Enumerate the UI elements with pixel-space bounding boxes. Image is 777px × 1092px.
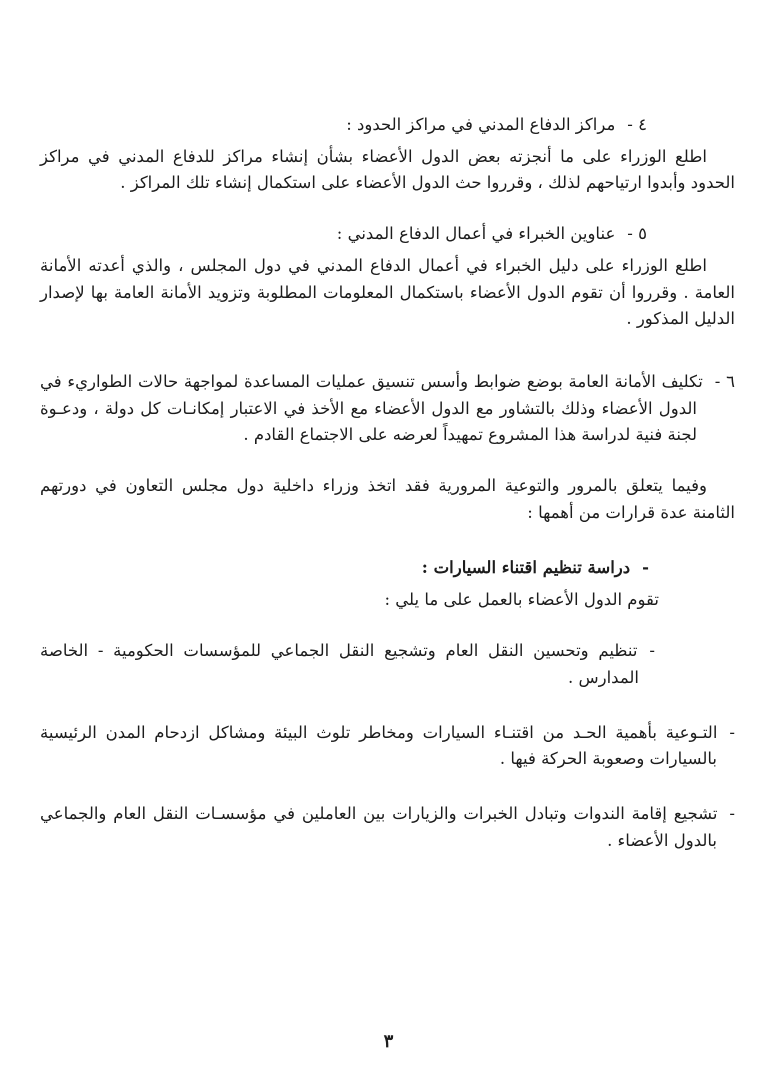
- bullet-dash: -: [649, 641, 655, 661]
- item-5-body: اطلع الوزراء على دليل الخبراء في أعمال الدفاع المدني في دول المجلس ، والذي أعدته الأمانة العامة . وقرروا أن تقوم الدول الأعضاء باستكمال المعلومات المطلوبة وتزويد الأمانة العامة بها لإصدار الدليل المذكور .: [40, 255, 735, 329]
- item-5-heading: [40, 221, 647, 248]
- item-4-body: اطلع الوزراء على ما أنجزته بعض الدول الأعضاء بشأن إنشاء مراكز للدفاع المدني في مراكز الحدود وأبدوا ارتياحهم لذلك ، وقرروا حث الدول الأعضاء على استكمال إنشاء تلك المراكز .: [40, 146, 735, 193]
- study-heading-title: دراسة تنظيم اقتناء السيارات :: [421, 557, 631, 577]
- bullet-item-seminars: [40, 801, 735, 854]
- bullet-text: تشجيع إقامة الندوات وتبادل الخبرات والزيارات بين العاملين في مؤسسـات النقل العام والجماعي بالدول الأعضاء .: [40, 803, 718, 850]
- item-4-title: مراكز الدفاع المدني في مراكز الحدود :: [346, 115, 616, 134]
- item-4-heading: [40, 112, 647, 139]
- bullet-text: التـوعية بأهمية الحـد من اقتنـاء السيارات ومخاطر تلوث البيئة ومشاكل ازدحام المدن الرئيسية بالسيارات وصعوبة الحركة فيها .: [40, 722, 718, 769]
- page-number: ٣: [383, 1030, 394, 1052]
- study-intro: تقوم الدول الأعضاء بالعمل على ما يلي :: [384, 590, 659, 610]
- bullet-item-awareness: [40, 720, 735, 773]
- study-heading-dash: -: [642, 557, 649, 577]
- item-6-body: [40, 369, 735, 449]
- bullet-text: تنظيم وتحسين النقل العام وتشجيع النقل الجماعي للمؤسسات الحكومية - الخاصة المدارس .: [40, 641, 639, 687]
- bullet-dash: -: [729, 722, 735, 742]
- bullet-dash: -: [729, 803, 735, 823]
- item-6-number: ٦ -: [714, 372, 735, 392]
- numbered-item-6: [40, 369, 735, 449]
- numbered-item-4: [40, 112, 735, 197]
- item-4-number: ٤ -: [627, 115, 647, 134]
- traffic-intro-paragraph: وفيما يتعلق بالمرور والتوعية المرورية فقد اتخذ وزراء داخلية دول مجلس التعاون في دورتهم الثامنة عدة قرارات من أهمها :: [40, 476, 735, 522]
- bullet-item-transport: [40, 638, 655, 691]
- item-6-text: تكليف الأمانة العامة بوضع ضوابط وأسس تنسيق عمليات المساعدة لمواجهة حالات الطواريء في الدول الأعضاء وذلك بالتشاور مع الدول الأعضاء مع الأخذ في الاعتبار إمكانـات كل دولة ، ودعـوة لجنة فنية لدراسة هذا المشروع تمهيداً لعرضه على الاجتماع القادم .: [40, 372, 703, 445]
- numbered-item-5: [40, 221, 735, 333]
- study-heading: [40, 555, 649, 582]
- item-5-title: عناوين الخبراء في أعمال الدفاع المدني :: [336, 224, 616, 244]
- item-5-number: ٥ -: [627, 224, 647, 244]
